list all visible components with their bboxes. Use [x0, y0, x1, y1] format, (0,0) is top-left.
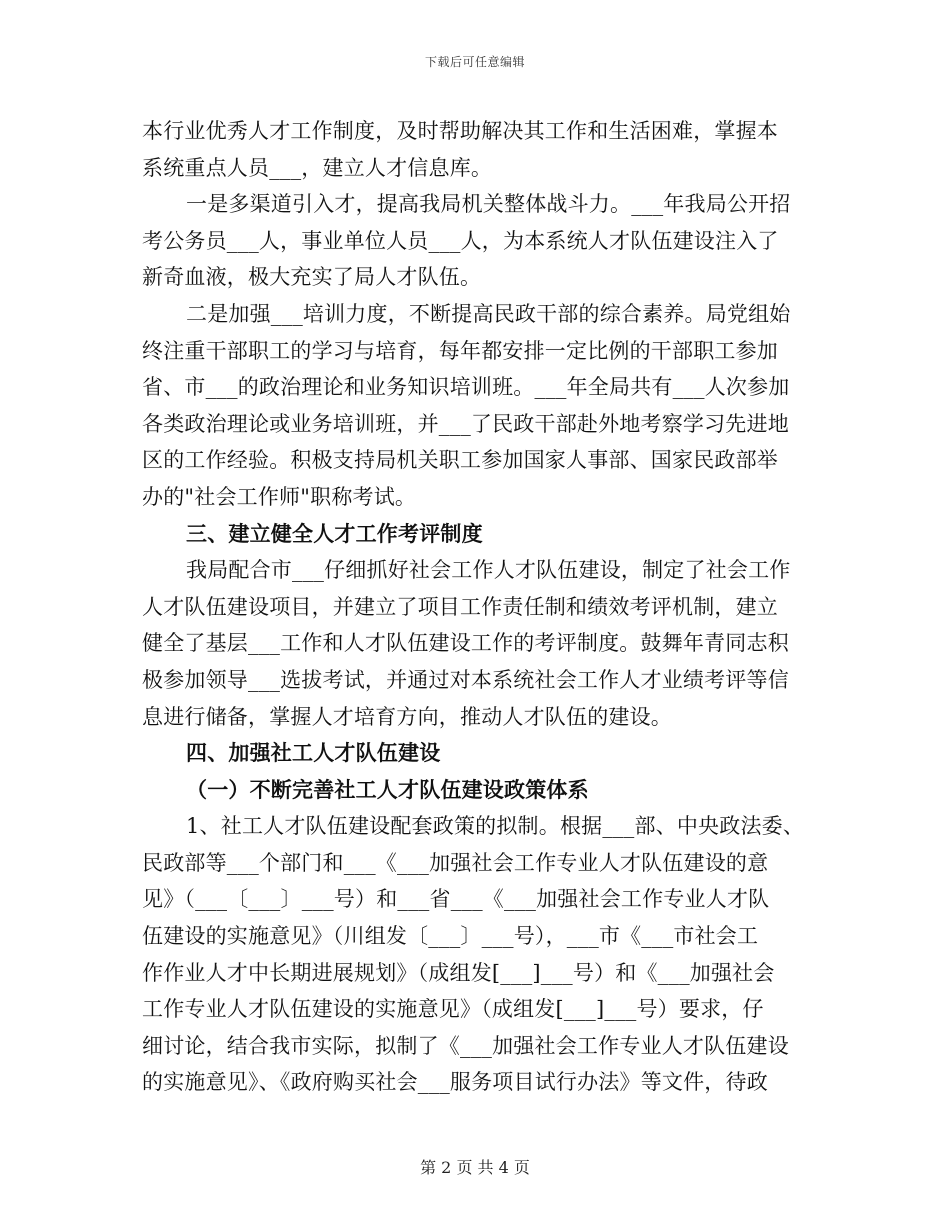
- paragraph-line: 省、市___的政治理论和业务知识培训班。___年全局共有___人次参加: [142, 375, 790, 400]
- paragraph-line: 息进行储备，掌握人才培育方向，推动人才队伍的建设。: [142, 704, 672, 729]
- paragraph-line: 办的"社会工作师"职称考试。: [142, 484, 417, 509]
- section-heading: 三、建立健全人才工作考评制度: [186, 521, 483, 546]
- paragraph-line: 区的工作经验。积极支持局机关职工参加国家人事部、国家民政部举: [142, 448, 778, 473]
- paragraph-line: 新奇血液，极大充实了局人才队伍。: [142, 265, 482, 290]
- page-header: 下载后可任意编辑: [424, 55, 525, 69]
- paragraph-line: 的实施意见》、《政府购买社会___服务项目试行办法》等文件，待政: [142, 1070, 768, 1095]
- paragraph-line: 人才队伍建设项目，并建立了项目工作责任制和绩效考评机制，建立: [142, 594, 778, 619]
- paragraph-line: 工作专业人才队伍建设的实施意见》（成组发[___]___号）要求，仔: [142, 997, 764, 1022]
- section-heading: 四、加强社工人才队伍建设: [186, 741, 441, 766]
- paragraph-line: 民政部等___个部门和___《___加强社会工作专业人才队伍建设的意: [142, 850, 769, 875]
- subsection-heading: （一）不断完善社工人才队伍建设政策体系: [186, 777, 589, 802]
- paragraph-line: 本行业优秀人才工作制度，及时帮助解决其工作和生活困难，掌握本: [142, 119, 778, 143]
- paragraph-line: 考公务员___人，事业单位人员___人，为本系统人才队伍建设注入了: [142, 228, 779, 253]
- document-body: [142, 113, 808, 1101]
- paragraph-line: 极参加领导___选拔考试，并通过对本系统社会工作人才业绩考评等信: [142, 667, 789, 692]
- paragraph-line: 作作业人才中长期进展规划》（成组发[___]___号）和《___加强社会: [142, 960, 775, 985]
- paragraph-line: 健全了基层___工作和人才队伍建设工作的考评制度。鼓舞年青同志积: [142, 631, 789, 656]
- paragraph-line: 系统重点人员___，建立人才信息库。: [142, 155, 493, 180]
- paragraph-line: 见》（___〔___〕___号）和___省___《___加强社会工作专业人才队: [142, 887, 770, 912]
- paragraph-line: 细讨论，结合我市实际，拟制了《___加强社会工作专业人才队伍建设: [142, 1033, 789, 1058]
- paragraph-line: 二是加强___培训力度，不断提高民政干部的综合素养。局党组始: [186, 301, 791, 326]
- page-number: 第 2 页 共 4 页: [420, 1158, 530, 1177]
- paragraph-line: 伍建设的实施意见》（川组发〔___〕___号），___市《___市社会工: [142, 924, 759, 949]
- paragraph-line: 一是多渠道引入才，提高我局机关整体战斗力。___年我局公开招: [186, 192, 791, 217]
- paragraph-line: 终注重干部职工的学习与培育，每年都安排一定比例的干部职工参加: [142, 338, 778, 363]
- paragraph-line: 1、社工人才队伍建设配套政策的拟制。根据___部、中央政法委、: [186, 814, 805, 839]
- paragraph-line: 我局配合市___仔细抓好社会工作人才队伍建设，制定了社会工作: [186, 558, 791, 583]
- paragraph-line: 各类政治理论或业务培训班，并___了民政干部赴外地考察学习先进地: [142, 411, 789, 436]
